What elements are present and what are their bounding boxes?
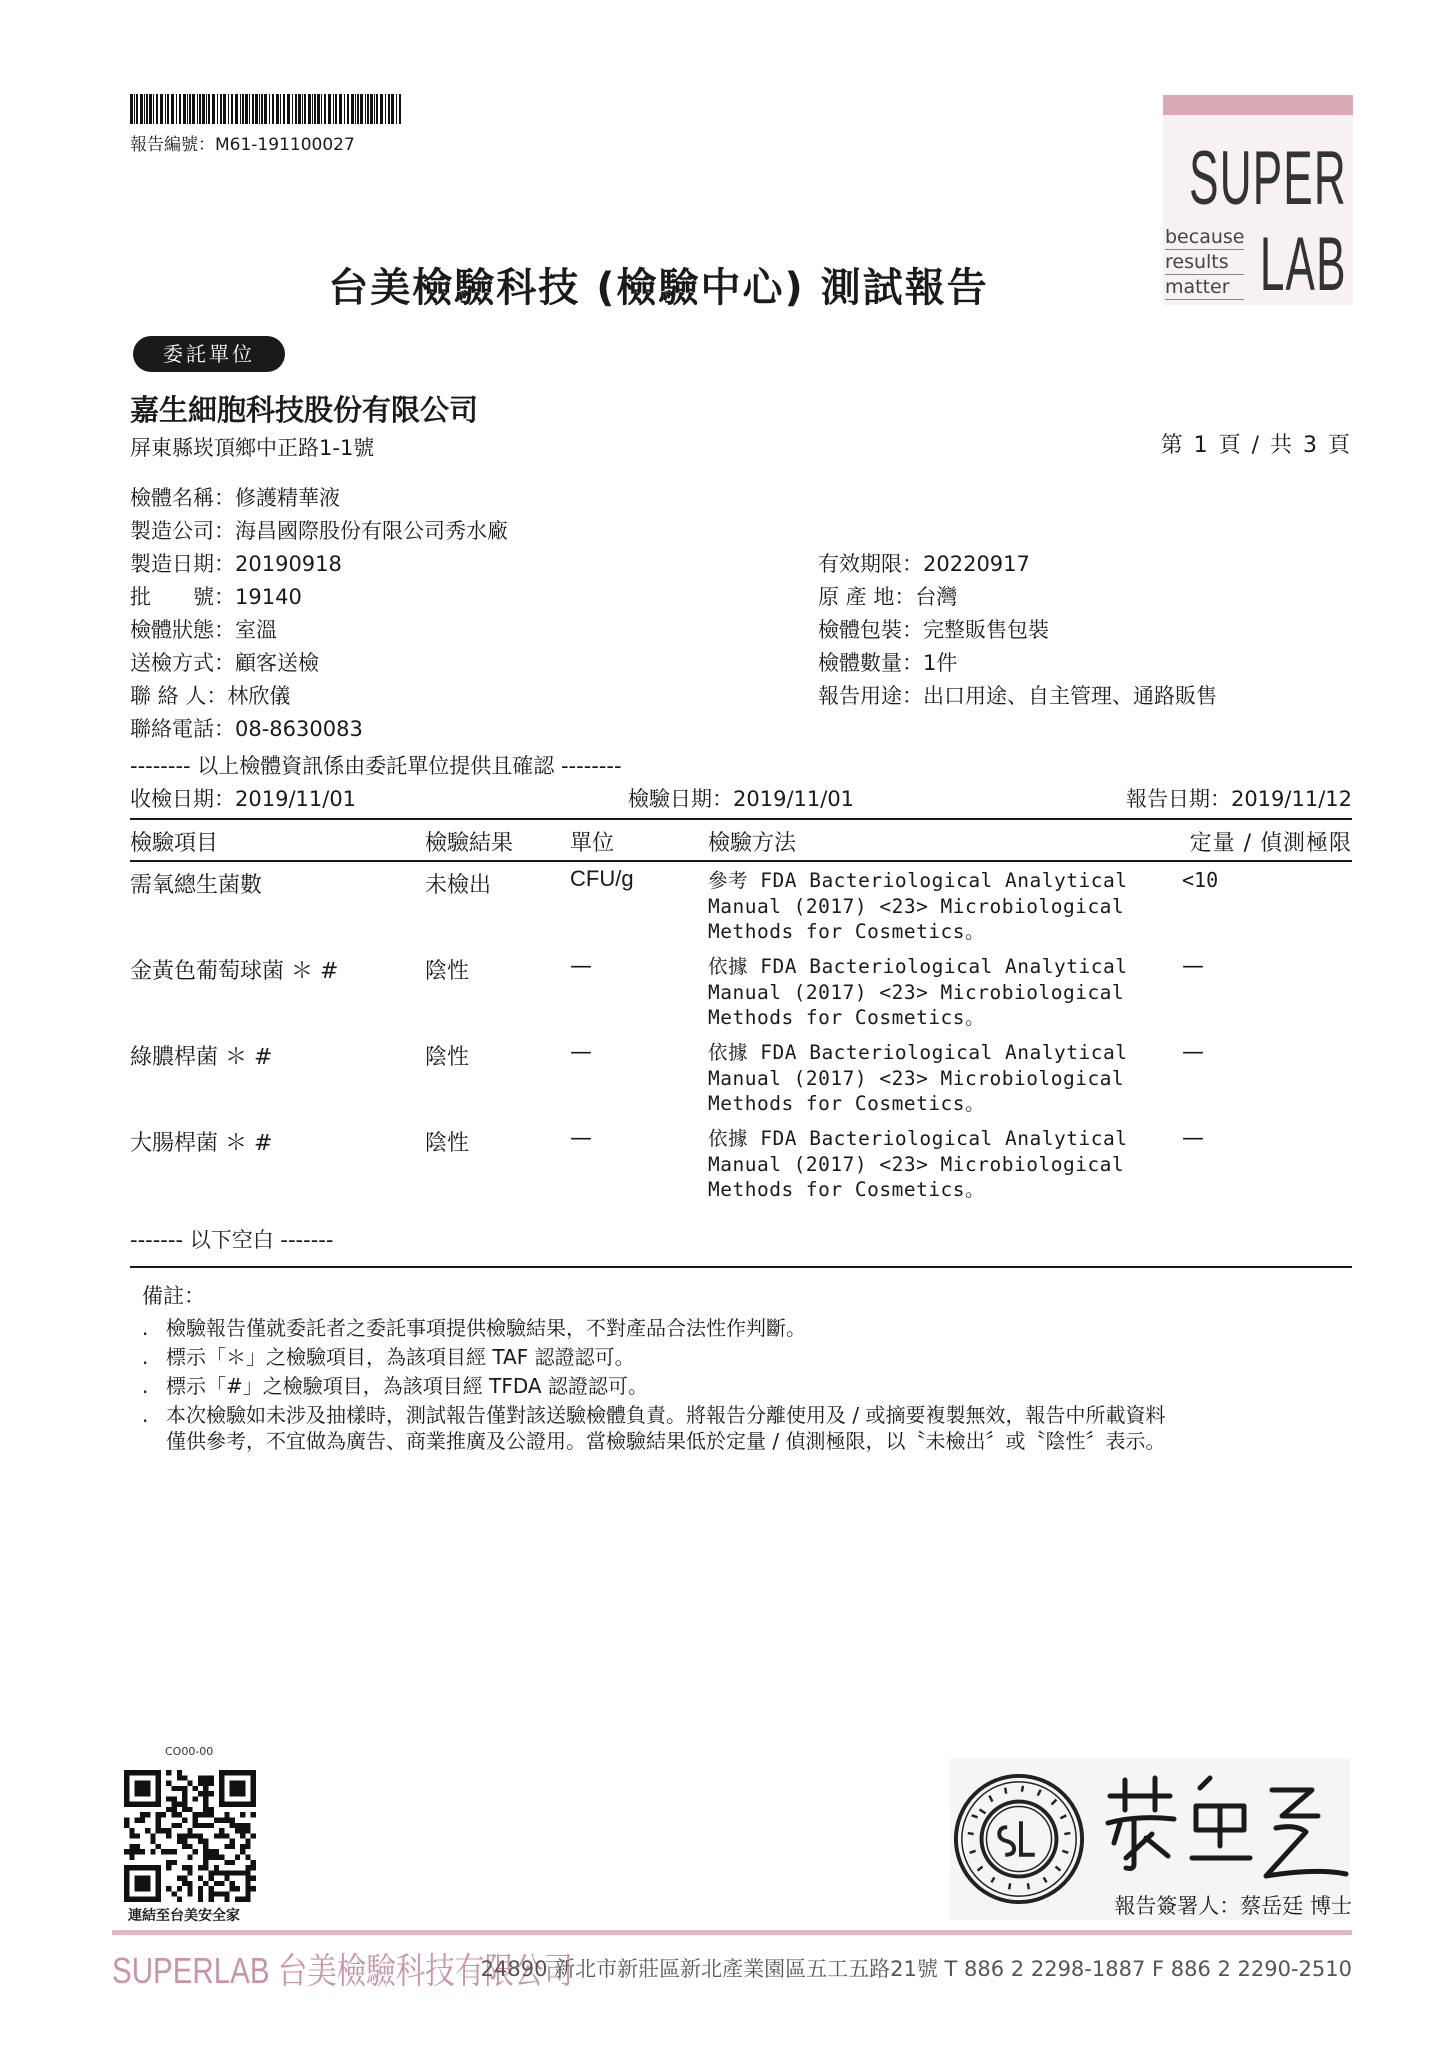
blank-below-line: ------- 以下空白 -------: [130, 1228, 334, 1252]
row-limit: —: [1182, 1126, 1204, 1151]
header-limit: 定量 / 偵測極限: [1189, 831, 1352, 856]
row-method: 依據 FDA Bacteriological Analytical Manual (2017) <23> Microbiological Methods for Cosmetics。: [708, 1127, 1128, 1201]
row-item: 需氧總生菌數: [130, 873, 263, 898]
header-result: 檢驗結果: [425, 831, 514, 856]
sample-field: 送檢方式：顧客送檢: [130, 651, 319, 675]
row-item: 綠膿桿菌 ＊ #: [130, 1045, 273, 1070]
qr-caption: 連結至台美安全家: [128, 1908, 240, 1924]
header-method: 檢驗方法: [708, 831, 797, 856]
test-date: 檢驗日期：2019/11/01: [628, 787, 855, 811]
row-method: 參考 FDA Bacteriological Analytical Manual (2017) <23> Microbiological Methods for Cosmetics。: [708, 869, 1128, 943]
qr-code[interactable]: [124, 1770, 256, 1902]
handwritten-signature: [1100, 1768, 1350, 1888]
row-unit: —: [570, 1040, 592, 1065]
header-unit: 單位: [570, 831, 615, 856]
logo-tagline: because results matter: [1165, 226, 1245, 298]
report-number: 報告編號：M61-191100027: [130, 135, 355, 155]
document-title: 台美檢驗科技 (檢驗中心) 測試報告: [328, 265, 989, 311]
table-header-rule: [130, 860, 1352, 862]
report-date: 報告日期：2019/11/12: [1125, 787, 1352, 811]
table-top-rule: [130, 818, 1352, 820]
client-address: 屏東縣崁頂鄉中正路1-1號: [130, 436, 375, 460]
note-item: . 本次檢驗如未涉及抽樣時，測試報告僅對該送驗檢體負責。將報告分離使用及 / 或摘要複製無效，報告中所載資料: [142, 1403, 1166, 1427]
row-method: 依據 FDA Bacteriological Analytical Manual (2017) <23> Microbiological Methods for Cosmetics。: [708, 955, 1128, 1029]
row-result: 未檢出: [425, 873, 492, 898]
row-limit: —: [1182, 1040, 1204, 1065]
row-method: 依據 FDA Bacteriological Analytical Manual (2017) <23> Microbiological Methods for Cosmetics。: [708, 1041, 1128, 1115]
sample-field: 檢體狀態：室溫: [130, 618, 277, 642]
sample-field: 檢體包裝：完整販售包裝: [818, 618, 1049, 642]
sample-field: 批 號：19140: [130, 585, 302, 609]
logo-super: SUPER: [1189, 136, 1347, 221]
sample-field: 聯 絡 人：林欣儀: [130, 684, 291, 708]
superlab-seal-icon: [950, 1770, 1088, 1908]
note-item-continued: 僅供參考，不宜做為廣告、商業推廣及公證用。當檢驗結果低於定量 / 偵測極限，以〝未檢出〞或〝陰性〞表示。: [166, 1429, 1166, 1453]
client-name: 嘉生細胞科技股份有限公司: [130, 393, 479, 427]
page-indicator: 第 1 頁 / 共 3 頁: [1160, 433, 1352, 458]
row-unit: —: [570, 954, 592, 979]
barcode: [130, 94, 405, 124]
footer-brand: SUPERLAB 台美檢驗科技有限公司: [112, 1950, 573, 1991]
notes-title: 備註：: [142, 1284, 205, 1308]
notes-top-rule: [130, 1266, 1352, 1268]
sample-field: 檢體數量：1件: [818, 651, 958, 675]
note-item: . 檢驗報告僅就委託者之委託事項提供檢驗結果，不對產品合法性作判斷。: [142, 1316, 806, 1340]
row-item: 大腸桿菌 ＊ #: [130, 1131, 273, 1156]
sample-field: 檢體名稱：修護精華液: [130, 486, 340, 510]
confirmation-line: -------- 以上檢體資訊係由委託單位提供且確認 --------: [130, 754, 622, 778]
client-badge: 委託單位: [133, 336, 285, 372]
row-limit: —: [1182, 954, 1204, 979]
sample-field: 製造公司：海昌國際股份有限公司秀水廠: [130, 519, 508, 543]
sample-field: 報告用途：出口用途、自主管理、通路販售: [818, 684, 1217, 708]
footer-address: 24890 新北市新莊區新北產業園區五工五路21號 T 886 2 2298-1887 F 886 2 2290-2510: [480, 1957, 1352, 1981]
signer-name: 報告簽署人：蔡岳廷 博士: [1114, 1894, 1352, 1918]
row-unit: CFU/g: [570, 866, 634, 891]
header-item: 檢驗項目: [130, 831, 219, 856]
sample-field: 聯絡電話：08-8630083: [130, 717, 363, 741]
qr-code-id: CO00-00: [165, 1745, 214, 1758]
row-result: 陰性: [425, 959, 470, 984]
row-item: 金黃色葡萄球菌 ＊ #: [130, 959, 339, 984]
footer-rule: [112, 1930, 1352, 1935]
received-date: 收檢日期：2019/11/01: [130, 787, 357, 811]
row-result: 陰性: [425, 1131, 470, 1156]
row-limit: <10: [1182, 868, 1219, 892]
sample-field: 有效期限：20220917: [818, 552, 1030, 576]
row-result: 陰性: [425, 1045, 470, 1070]
note-item: . 標示「#」之檢驗項目，為該項目經 TFDA 認證認可。: [142, 1374, 648, 1398]
sample-field: 原 產 地：台灣: [818, 585, 958, 609]
note-item: . 標示「＊」之檢驗項目，為該項目經 TAF 認證認可。: [142, 1345, 635, 1369]
sample-field: 製造日期：20190918: [130, 552, 342, 576]
row-unit: —: [570, 1126, 592, 1151]
logo-lab: LAB: [1260, 222, 1347, 307]
